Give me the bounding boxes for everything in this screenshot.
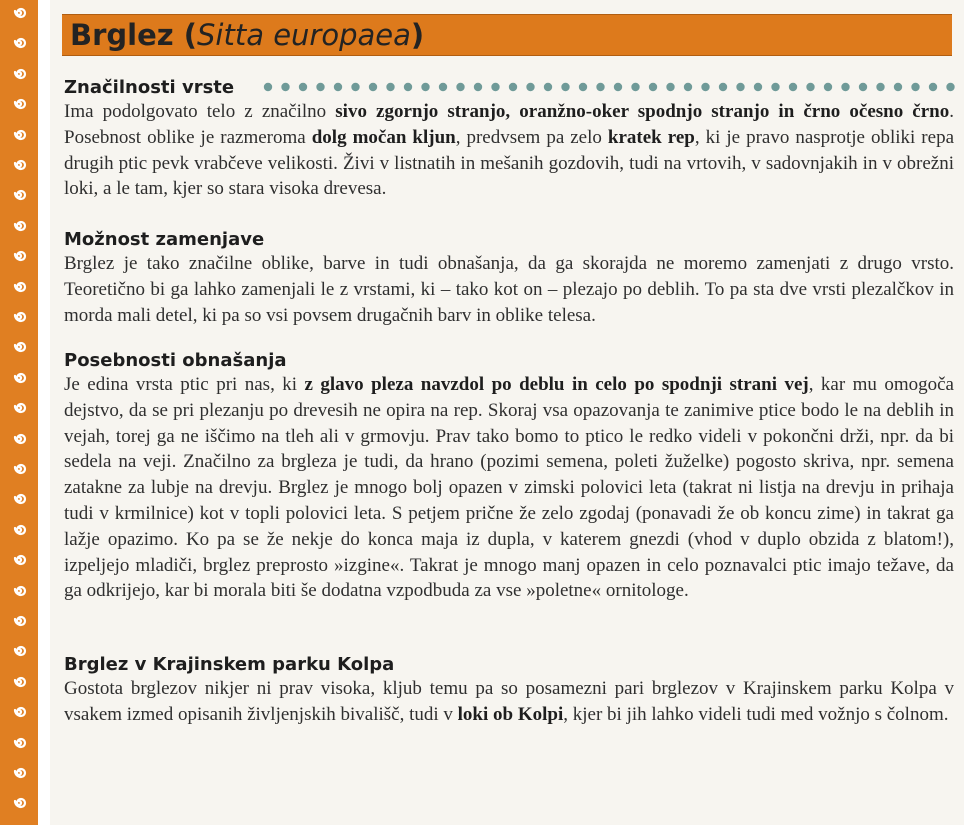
section-heading: Posebnosti obnašanja [64,350,287,371]
spiral-icon [10,156,28,174]
spiral-icon [10,703,28,721]
spiral-icon [10,399,28,417]
section-confusion [64,229,954,328]
spiral-icon [10,794,28,812]
page-title [70,15,424,53]
spiral-icon [10,673,28,691]
body-text: , kar mu omogoča dejstvo, da se pri plezanju po drevesih ne opira na rep. Skoraj vsa opazovanja te zanimive ptice bodo le na deblih in vejah, torej ga ne iščimo na tleh ali v grmovju. Prav tako bomo to ptico le redko videli v pokončni drži, npr. da bi sedela na veji. Značilno za brgleza je tudi, da hrano (pozimi semena, poleti žuželke) pogosto skriva, npr. semena zatakne za lubje na drevju. Brglez je mnogo bolj opazen v zimski polovici leta (takrat ni listja na drevju in prihaja tudi v krmilnice) kot v topli polovici leta. S petjem prične že zelo zgodaj (ponavadi že ob koncu zime) in takrat ga lažje opazimo. Ko pa se že nekje do konca maja iz dupla, v katerem gnezdi (vhod v duplo obzida z blatom!), izpeljejo mladiči, brglez preprosto »izgine«. Takrat je mnogo manj opazen in celo poznavalci ptic imajo težave, da ga odkrijejo, kar bi morala biti še dodatna vzpodbuda za vse »poletne« ornitologe. [64,374,954,602]
body-text: , kjer bi jih lahko videli tudi med vožnjo s čolnom. [563,703,949,725]
border-edge [38,0,50,825]
spiral-icon [10,95,28,113]
spiral-icon [10,278,28,296]
spiral-icon [10,369,28,387]
body-text: , ki je pravo nasprotje obliki repa drugih ptic pevk vrabčeve velikosti. Živi v listnatih in mešanih gozdovih, tudi na vrtovih, v sadovnjakih in v obrežni loki, a le tam, kjer so stara visoka drevesa. [64,126,954,200]
title-paren-open: ( [173,18,198,52]
spiral-icon [10,34,28,52]
spiral-icon [10,460,28,478]
spiral-icon [10,734,28,752]
section-heading: Značilnosti vrste [64,77,235,98]
spiral-icon [10,217,28,235]
emphasis-text: z glavo pleza navzdol po deblu in celo po spodnji strani vej [304,374,809,395]
spiral-icon [10,490,28,508]
spiral-icon [10,65,28,83]
spiral-icon [10,338,28,356]
emphasis-text: dolg močan kljun [311,126,456,148]
spiral-icon [10,612,28,630]
title-latin-name: Sitta europaea [197,18,411,52]
spiral-icon [10,247,28,265]
section-characteristics [64,77,954,202]
title-common-name: Brglez [70,18,174,52]
section-heading: Brglez v Krajinskem parku Kolpa [64,654,395,675]
spiral-icon [10,582,28,600]
spiral-icon [10,308,28,326]
section-text [64,251,954,328]
spiral-icon [10,4,28,22]
body-text: Ima podolgovato telo z značilno [64,101,336,122]
spiral-icon [10,186,28,204]
section-kolpa-park [64,654,954,728]
section-heading: Možnost zamenjave [64,229,265,250]
body-text: Brglez je tako značilne oblike, barve in tudi obnašanja, da ga skorajda ne moremo zamenjati z drugo vrsto. Teoretično bi ga lahko zamenjali le z vrstami, ki – tako kot on – plezajo po deblih. To pa sta dve vrsti plezalčkov in morda mali detel, ki pa so vsi povsem drugačnih barv in oblike telesa. [64,253,954,326]
body-text: Gostota brglezov nikjer ni prav visoka, kljub temu pa so posamezni pari brglezov v Krajinskem parku Kolpa v vsakem izmed opisanih življenjskih bivališč, tudi v [64,678,954,725]
section-behaviour [64,350,954,604]
spiral-icon [10,430,28,448]
emphasis-text: loki ob Kolpi [457,703,564,725]
spiral-icon [10,521,28,539]
section-text [64,372,954,604]
section-text [64,676,954,728]
section-text [64,99,954,202]
body-text: Je edina vrsta ptic pri nas, ki [64,374,305,395]
spiral-icon [10,551,28,569]
emphasis-text: kratek rep [607,126,695,148]
spiral-icon [10,126,28,144]
title-paren-close: ) [410,18,425,52]
decorative-left-border [0,0,38,825]
spiral-icon [10,642,28,660]
body-text: , predvsem pa zelo [455,126,608,148]
spiral-icon [10,764,28,782]
body-text: . Posebnost oblike je razmeroma [64,101,954,148]
emphasis-text: sivo zgornjo stranjo, oranžno-oker spodnjo stranjo in črno očesno črno [335,101,950,122]
